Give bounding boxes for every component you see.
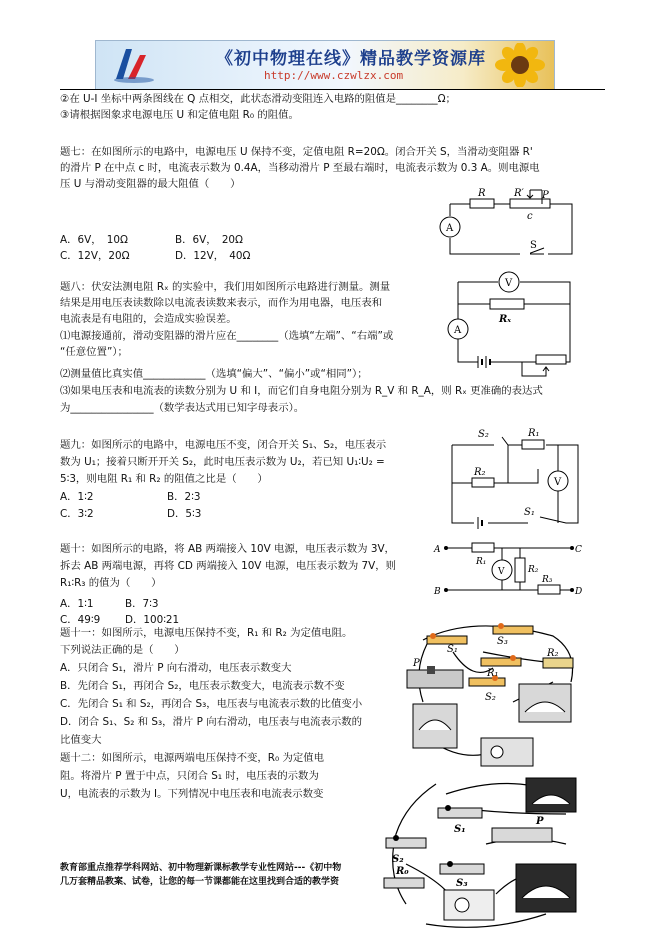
s-label: S	[530, 240, 537, 251]
d-point-label: D	[575, 587, 582, 597]
r0-label-12: R₀	[396, 866, 409, 877]
ammeter-label: A	[446, 223, 454, 234]
q11-line-2: 下列说法正确的是（ ）	[60, 644, 185, 656]
q8-circuit-diagram	[442, 266, 592, 384]
rprime-label: R′	[514, 188, 524, 199]
rx-label: Rₓ	[499, 314, 512, 325]
s2-label: S₂	[478, 429, 489, 440]
ammeter-label-8: A	[454, 325, 462, 336]
q8-line-7: ⑶如果电压表和电流表的读数分别为 U 和 I，而它们自身电阻分别为 R_V 和 R_A，则 Rₓ 更准确的表达式	[60, 385, 543, 397]
s3-label-11: S₃	[497, 636, 508, 647]
q11-option-d-line-1: D．闭合 S₁、S₂ 和 S₃，滑片 P 向右滑动，电压表与电流表示数的	[60, 716, 363, 728]
footer-line-2: 几万套精品教案、试卷，让您的每一节课都能在这里找到合适的教学资	[60, 877, 340, 887]
r2-label-11: R₂	[547, 648, 559, 659]
r1-label-11: R₁	[487, 668, 499, 679]
s1-label-12: S₁	[454, 824, 466, 835]
q9-line-3: 5∶3，则电阻 R₁ 和 R₂ 的阻值之比是（ ）	[60, 473, 268, 485]
r2-label-10: R₂	[528, 565, 539, 575]
header-banner	[95, 40, 555, 90]
q11-option-a: A．只闭合 S₁，滑片 P 向右滑动，电压表示数变大	[60, 662, 292, 674]
q9-line-2: 数为 U₁；接着只断开开关 S₂，此时电压表示数为 U₂，若已知 U₁∶U₂ =	[60, 456, 385, 468]
footer-line-1: 教育部重点推荐学科网站、初中物理新课标教学专业性网站---《初中物	[60, 863, 342, 873]
q10-circuit-diagram	[432, 538, 582, 600]
q10-option-d: D．100∶21	[125, 614, 180, 626]
r3-label-10: R₃	[542, 575, 553, 585]
r1-label-10: R₁	[476, 557, 487, 567]
q12-line-3: U，电流表的示数为 I。下列情况中电压表和电流表示数变	[60, 788, 324, 800]
q8-line-8: 为________________（数学表达式用已知字母表示）。	[60, 402, 305, 414]
banner-url: http://www.czwlzx.com	[264, 69, 404, 82]
voltmeter-label-10: V	[498, 567, 505, 577]
q9-circuit-diagram	[438, 425, 588, 533]
q11-option-c: C．先闭合 S₁ 和 S₂，再闭合 S₃，电压表与电流表示数的比值变小	[60, 698, 363, 710]
q9-option-d: D．5∶3	[167, 508, 202, 520]
q12-line-2: 阻。将滑片 P 置于中点，只闭合 S₁ 时，电压表的示数为	[60, 770, 319, 782]
s3-label-12: S₃	[456, 878, 468, 889]
q12-apparatus-diagram	[366, 774, 586, 934]
q7-line-3: 压 U 与滑动变阻器的最大阻值（ ）	[60, 178, 241, 190]
sunflower-icon	[490, 43, 550, 87]
s1-label: S₁	[524, 507, 535, 518]
q7-option-c: C．12V，20Ω	[60, 250, 130, 262]
r-label: R	[478, 188, 486, 199]
q10-line-3: R₁∶R₃ 的值为（ ）	[60, 577, 162, 589]
s2-label-11: S₂	[485, 692, 496, 703]
q7-circuit-diagram	[432, 186, 582, 266]
site-logo	[110, 45, 156, 85]
q7-option-b: B．6V， 20Ω	[175, 234, 243, 246]
q11-line-1: 题十一：如图所示，电源电压保持不变，R₁ 和 R₂ 为定值电阻。	[60, 627, 353, 639]
voltmeter-label: V	[505, 278, 513, 289]
voltmeter-label-9: V	[554, 477, 562, 488]
r1-label: R₁	[528, 428, 540, 439]
q8-line-2: 结果是用电压表读数除以电流表读数来表示，而作为用电器，电压表和	[60, 297, 383, 309]
q7-line-1: 题七：在如图所示的电路中，电源电压 U 保持不变，定值电阻 R=20Ω。闭合开关 S，当滑动变阻器 R'	[60, 146, 533, 158]
q9-line-1: 题九：如图所示的电路中，电源电压不变，闭合开关 S₁、S₂，电压表示	[60, 439, 387, 451]
q9-option-a: A．1∶2	[60, 491, 94, 503]
q10-option-b: B．7∶3	[125, 598, 159, 610]
c-label: c	[527, 211, 533, 222]
q11-option-b: B．先闭合 S₁，再闭合 S₂，电压表示数变大，电流表示数不变	[60, 680, 345, 692]
q9-option-c: C．3∶2	[60, 508, 94, 520]
q8-line-1: 题八：伏安法测电阻 Rₓ 的实验中，我们用如图所示电路进行测量。测量	[60, 281, 391, 293]
q6-line-3: ③请根据图象求电源电压 U 和定值电阻 R₀ 的阻值。	[60, 109, 299, 121]
q10-option-c: C．49∶9	[60, 614, 101, 626]
q6-line-2: ②在 U-I 坐标中两条图线在 Q 点相交，此状态滑动变阻连入电路的阻值是________Ω；	[60, 93, 456, 105]
q10-option-a: A．1∶1	[60, 598, 94, 610]
q7-option-d: D．12V， 40Ω	[175, 250, 251, 262]
q9-option-b: B．2∶3	[167, 491, 201, 503]
q7-line-2: 的滑片 P 在中点 c 时，电流表示数为 0.4A，当移动滑片 P 至最右端时，电流表示数为 0.3 A。则电源电	[60, 162, 540, 174]
q8-line-4: ⑴电源接通前，滑动变阻器的滑片应在________（选填“左端”、“右端”或	[60, 330, 394, 342]
q11-option-d-line-2: 比值变大	[60, 734, 102, 746]
q10-line-2: 拆去 AB 两端电源，再将 CD 两端接入 10V 电源，电压表示数为 7V，则	[60, 560, 397, 572]
q8-line-3: 电流表是有电阻的，会造成实验误差。	[60, 313, 237, 325]
header-rule	[60, 89, 605, 90]
q12-line-1: 题十二：如图所示，电源两端电压保持不变，R₀ 为定值电	[60, 752, 325, 764]
q7-option-a: A．6V， 10Ω	[60, 234, 128, 246]
c-point-label: C	[575, 545, 582, 555]
p-label-11: P	[413, 658, 420, 669]
s1-label-11: S₁	[447, 644, 458, 655]
banner-title: 《初中物理在线》精品教学资源库	[216, 49, 486, 69]
p-label-12: P	[536, 816, 544, 827]
q8-line-6: ⑵测量值比真实值____________（选填“偏大”、“偏小”或“相同”）；	[60, 368, 368, 380]
q8-line-5: “任意位置”）；	[60, 346, 128, 358]
b-point-label: B	[434, 587, 441, 597]
r2-label: R₂	[474, 467, 486, 478]
a-point-label: A	[434, 545, 441, 555]
q10-line-1: 题十：如图所示的电路，将 AB 两端接入 10V 电源，电压表示数为 3V，	[60, 543, 395, 555]
s2-label-12: S₂	[392, 854, 404, 865]
p-label: P	[542, 190, 549, 201]
q11-apparatus-diagram	[393, 612, 583, 772]
